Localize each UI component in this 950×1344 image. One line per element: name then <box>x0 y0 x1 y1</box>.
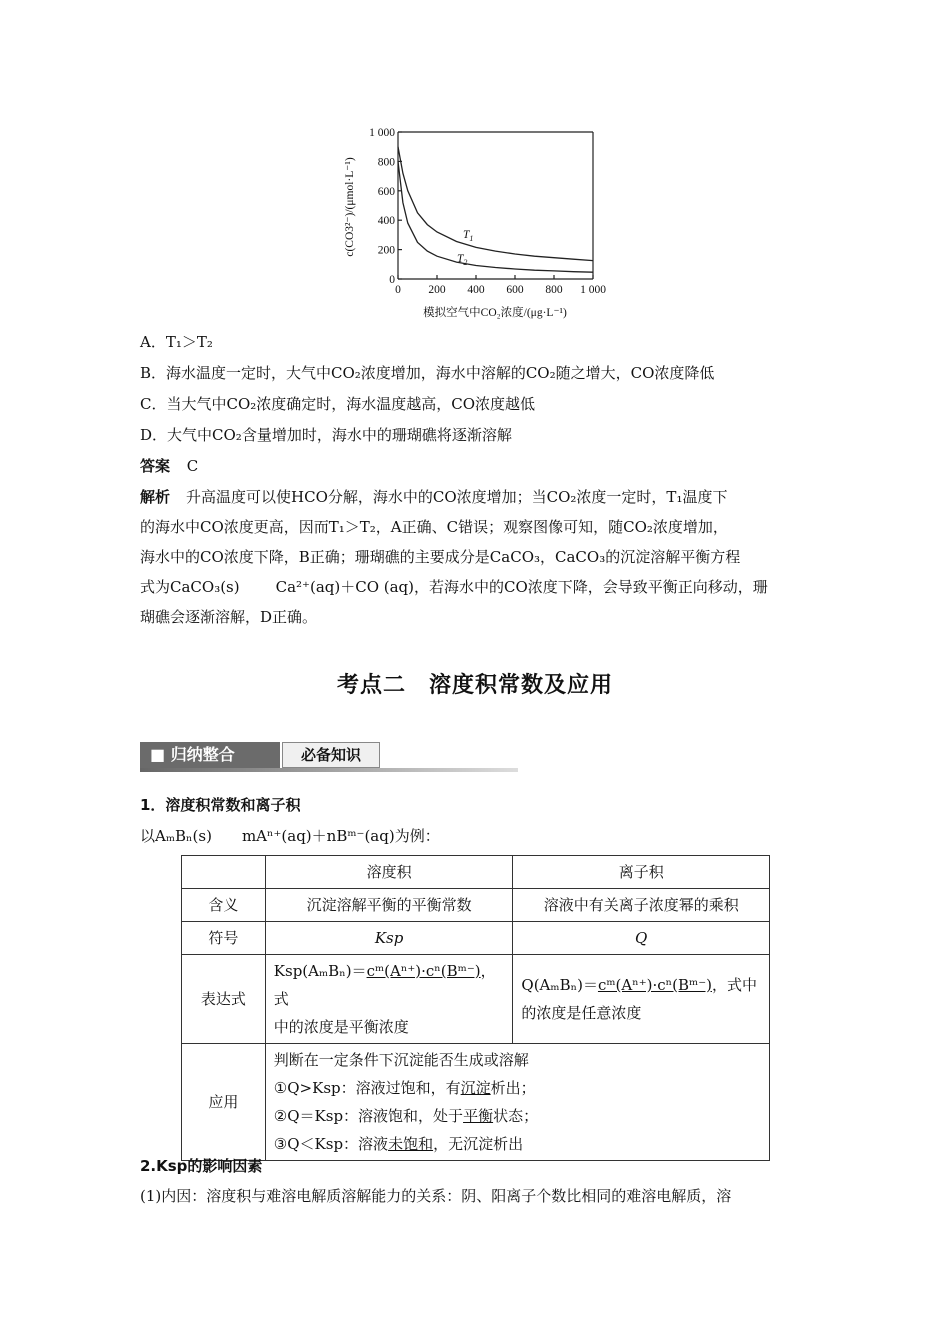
table-cell <box>182 856 266 889</box>
analysis-line-3: 海水中的CO浓度下降，B正确；珊瑚礁的主要成分是CaCO₃，CaCO₃的沉淀溶解平衡方程 <box>140 548 741 566</box>
expr-ksp-c: ，式 <box>273 962 496 1008</box>
banner-bar <box>140 768 518 772</box>
table-cell: 含义 <box>182 889 266 922</box>
table-cell: 溶度积 <box>265 856 513 889</box>
table-row <box>182 889 770 922</box>
s2-line-1: (1)内因：溶度积与难溶电解质溶解能力的关系：阴、阳离子个数比相同的难溶电解质，溶 <box>140 1187 732 1205</box>
table-row <box>182 856 770 889</box>
analysis-line-5: 瑚礁会逐渐溶解，D正确。 <box>140 608 318 626</box>
option-b: B．海水温度一定时，大气中CO₂浓度增加，海水中溶解的CO₂随之增大，CO浓度降低 <box>140 364 715 382</box>
series-label-t1: $T_1$ <box>463 229 474 243</box>
y-tick-label: 800 <box>377 156 395 169</box>
chart-svg <box>335 122 625 327</box>
y-tick-label: 600 <box>377 185 395 198</box>
app-line-3 <box>274 1102 761 1130</box>
x-tick-label: 0 <box>395 284 401 296</box>
banner-right: 必备知识 <box>282 742 380 768</box>
table-cell: Ksp <box>265 922 513 955</box>
ksp-table <box>181 855 770 1161</box>
x-tick-label: 600 <box>506 284 524 296</box>
expr-q-c: ，式中 <box>712 976 758 994</box>
table-cell: Q <box>513 922 770 955</box>
s1-title: 1．溶度积常数和离子积 <box>140 796 301 814</box>
table-cell: 应用 <box>182 1044 266 1161</box>
analysis-line-2: 的海水中CO浓度更高，因而T₁＞T₂，A正确、C错误；观察图像可知，随CO₂浓度增加， <box>140 518 728 536</box>
section-title: 考点二 溶度积常数及应用 <box>336 673 613 698</box>
section-banner <box>140 740 518 772</box>
app-line-4c: ，无沉淀析出 <box>433 1135 524 1153</box>
expr-ksp-d: 中的浓度是平衡浓度 <box>273 1018 409 1036</box>
answer-line <box>140 456 198 476</box>
table-cell <box>265 955 513 1044</box>
answer-label: 答案 <box>140 457 171 475</box>
table-row <box>182 1044 770 1161</box>
y-tick-label: 0 <box>389 274 395 286</box>
expr-ksp-a: Ksp(AₘBₙ)＝ <box>273 962 367 980</box>
x-axis-label: 模拟空气中CO₂浓度/(μg·L⁻¹) <box>423 307 567 319</box>
series-label-t2: $T_2$ <box>457 253 468 267</box>
y-tick-label: 200 <box>377 244 395 257</box>
expr-q-d: 的浓度是任意浓度 <box>521 1004 642 1022</box>
app-line-2c: 析出； <box>490 1079 536 1097</box>
x-tick-label: 400 <box>467 284 485 296</box>
x-tick-label: 200 <box>428 284 446 296</box>
app-line-1: 判断在一定条件下沉淀能否生成或溶解 <box>273 1051 529 1069</box>
app-line-4a: ③Q＜Ksp：溶液 <box>273 1135 389 1153</box>
app-line-3b: 平衡 <box>463 1107 494 1125</box>
option-d: D．大气中CO₂含量增加时，海水中的珊瑚礁将逐渐溶解 <box>140 426 512 444</box>
expr-ksp-b: cᵐ(Aⁿ⁺)·cⁿ(Bᵐ⁻) <box>366 962 481 980</box>
y-tick-label: 1 000 <box>369 127 395 139</box>
app-line-2a: ①Q>Ksp：溶液过饱和，有 <box>273 1079 461 1097</box>
x-tick-label: 1 000 <box>580 284 606 296</box>
co3-concentration-chart <box>335 122 625 327</box>
answer-value: C <box>186 457 199 475</box>
table-cell: 符号 <box>182 922 266 955</box>
series-line-t2 <box>398 161 593 272</box>
table-cell <box>265 1044 769 1161</box>
expr-q-b: cᵐ(Aⁿ⁺)·cⁿ(Bᵐ⁻) <box>597 976 712 994</box>
app-line-4 <box>274 1130 761 1158</box>
table-cell: 沉淀溶解平衡的平衡常数 <box>265 889 513 922</box>
table-row <box>182 955 770 1044</box>
banner-left: ■ 归纳整合 <box>140 742 280 768</box>
app-line-4b: 未饱和 <box>388 1135 434 1153</box>
analysis-line-1: 升高温度可以使HCO分解，海水中的CO浓度增加；当CO₂浓度一定时，T₁温度下 <box>186 488 728 506</box>
analysis-line-4a: 式为CaCO₃(s) <box>140 578 240 596</box>
app-line-2 <box>274 1074 761 1102</box>
banner-right-wrap <box>282 742 536 768</box>
y-tick-label: 400 <box>377 215 395 228</box>
expr-q-a: Q(AₘBₙ)＝ <box>521 976 598 994</box>
table-cell: 溶液中有关离子浓度幂的乘积 <box>513 889 770 922</box>
table-cell: 离子积 <box>513 856 770 889</box>
analysis-label: 解析 <box>140 488 171 506</box>
option-c: C．当大气中CO₂浓度确定时，海水温度越高，CO浓度越低 <box>140 395 536 413</box>
y-axis-label: c(CO3²⁻)/(μmol·L⁻¹) <box>344 157 356 257</box>
option-a: A．T₁＞T₂ <box>140 333 213 351</box>
table-row <box>182 922 770 955</box>
app-line-2b: 沉淀 <box>460 1079 491 1097</box>
s1-example: 以AₘBₙ(s) mAⁿ⁺(aq)＋nBᵐ⁻(aq)为例： <box>140 827 440 845</box>
table-cell <box>513 955 770 1044</box>
analysis-paragraph <box>140 482 810 632</box>
app-line-3c: 状态； <box>493 1107 539 1125</box>
x-tick-label: 800 <box>545 284 563 296</box>
analysis-line-4b: Ca²⁺(aq)＋CO (aq)，若海水中的CO浓度下降，会导致平衡正向移动，珊 <box>275 578 768 596</box>
app-line-3a: ②Q＝Ksp：溶液饱和，处于 <box>273 1107 464 1125</box>
table-cell: 表达式 <box>182 955 266 1044</box>
series-line-t1 <box>398 147 593 261</box>
s2-title: 2.Ksp的影响因素 <box>140 1157 263 1175</box>
